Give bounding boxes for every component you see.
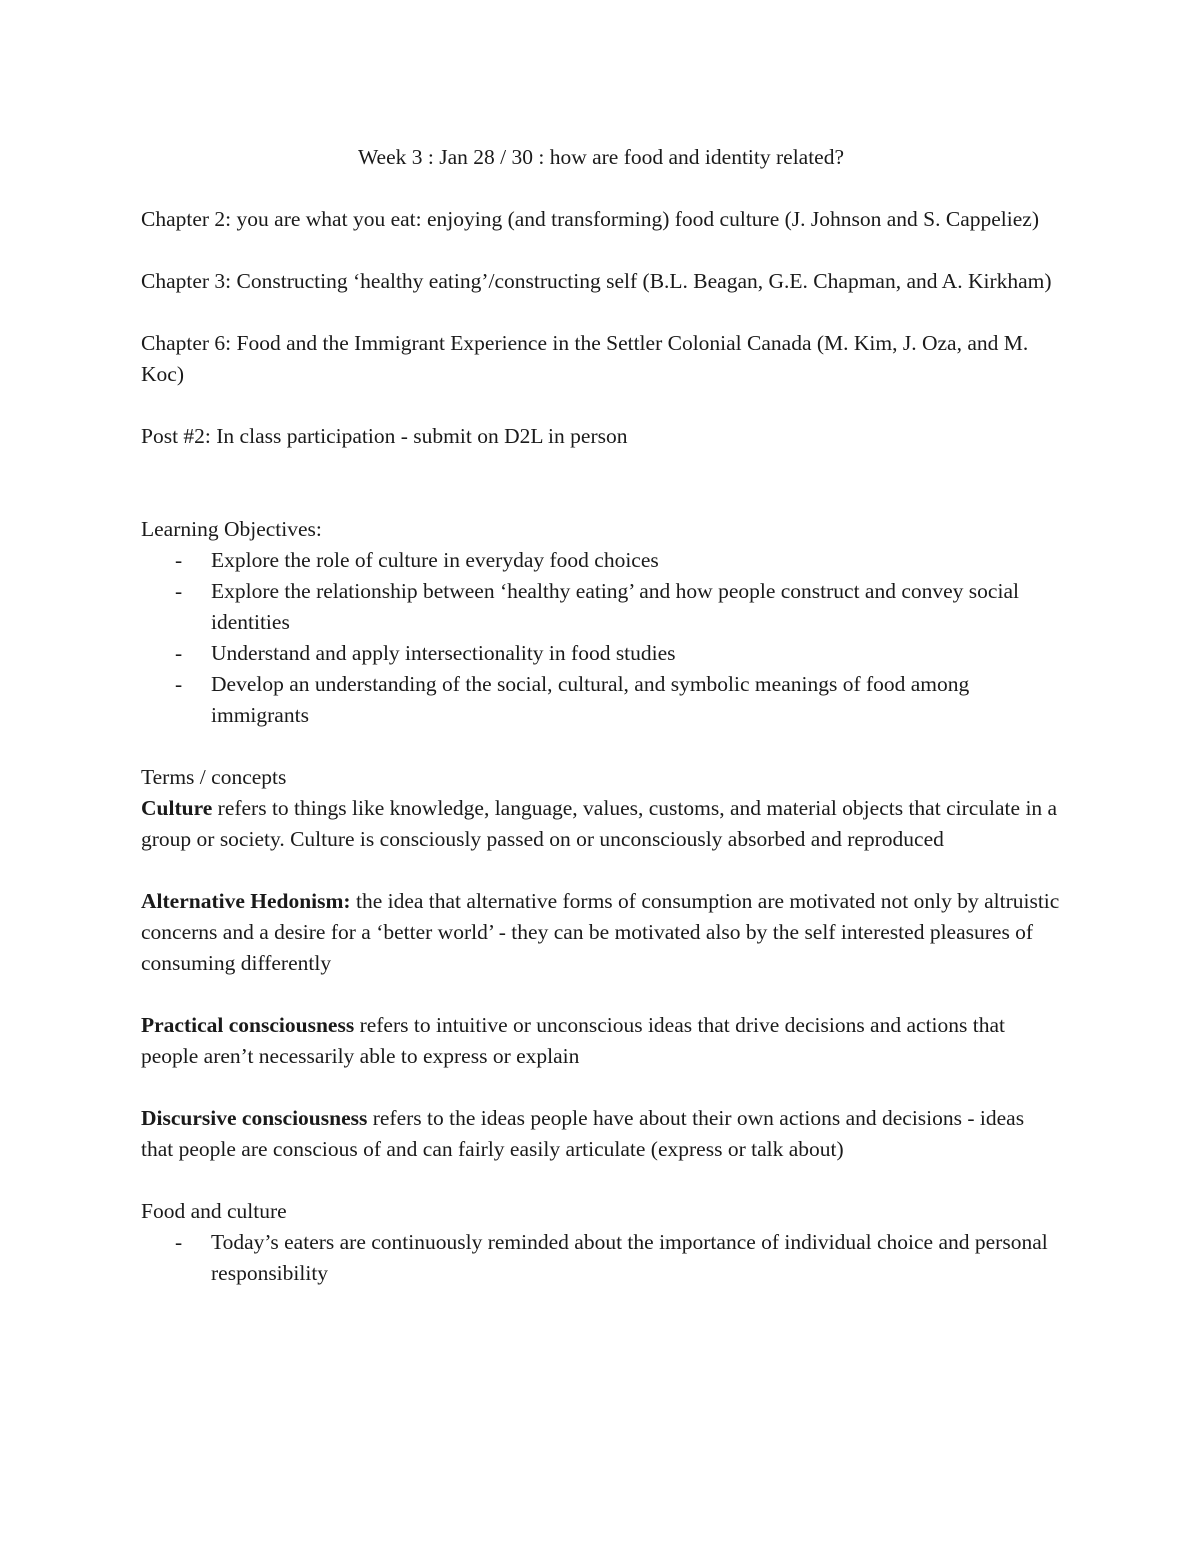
- term-label: Practical consciousness: [141, 1013, 355, 1037]
- term-definition: the idea that alternative forms of consumption are motivated not only by altruistic concerns and a desire for a ‘better world’ - they can be motivated also by the self interested pleasures of consuming differently: [141, 889, 1060, 975]
- term-alternative-hedonism: [141, 886, 1061, 979]
- post-assignment: Post #2: In class participation - submit on D2L in person: [141, 424, 628, 448]
- learning-objectives-list: [141, 545, 1061, 731]
- document-page: [141, 142, 1061, 1320]
- food-and-culture-list: [141, 1227, 1061, 1289]
- list-item: - Develop an understanding of the social, cultural, and symbolic meanings of food among immigrants: [141, 669, 1061, 731]
- food-and-culture-heading: Food and culture: [141, 1199, 287, 1223]
- reading-chapter-2: Chapter 2: you are what you eat: enjoying (and transforming) food culture (J. Johnson and S. Cappeliez): [141, 207, 1039, 231]
- learning-objectives-heading: Learning Objectives:: [141, 517, 322, 541]
- term-definition: refers to intuitive or unconscious ideas that drive decisions and actions that people aren’t necessarily able to express or explain: [141, 1013, 1005, 1068]
- term-label: Alternative Hedonism:: [141, 889, 351, 913]
- term-discursive-consciousness: [141, 1103, 1061, 1165]
- term-culture: [141, 793, 1061, 855]
- term-label: Discursive consciousness: [141, 1106, 368, 1130]
- term-definition: refers to things like knowledge, language, values, customs, and material objects that circulate in a group or society. Culture is consciously passed on or unconsciously absorbed and reproduced: [141, 796, 1058, 851]
- list-item: - Today’s eaters are continuously reminded about the importance of individual choice and personal responsibility: [141, 1227, 1061, 1289]
- page-title: Week 3 : Jan 28 / 30 : how are food and identity related?: [357, 145, 845, 169]
- list-item: - Understand and apply intersectionality in food studies: [141, 638, 1061, 669]
- term-label: Culture: [141, 796, 213, 820]
- term-definition: refers to the ideas people have about their own actions and decisions - ideas that people are conscious of and can fairly easily articulate (express or talk about): [141, 1106, 1025, 1161]
- list-item: - Explore the relationship between ‘healthy eating’ and how people construct and convey social identities: [141, 576, 1061, 638]
- term-practical-consciousness: [141, 1010, 1061, 1072]
- terms-heading: Terms / concepts: [141, 765, 287, 789]
- reading-chapter-3: Chapter 3: Constructing ‘healthy eating’/constructing self (B.L. Beagan, G.E. Chapman, and A. Kirkham): [141, 269, 1052, 293]
- reading-chapter-6: Chapter 6: Food and the Immigrant Experience in the Settler Colonial Canada (M. Kim, J. Oza, and M. Koc): [141, 331, 1029, 386]
- list-item: - Explore the role of culture in everyday food choices: [141, 545, 1061, 576]
